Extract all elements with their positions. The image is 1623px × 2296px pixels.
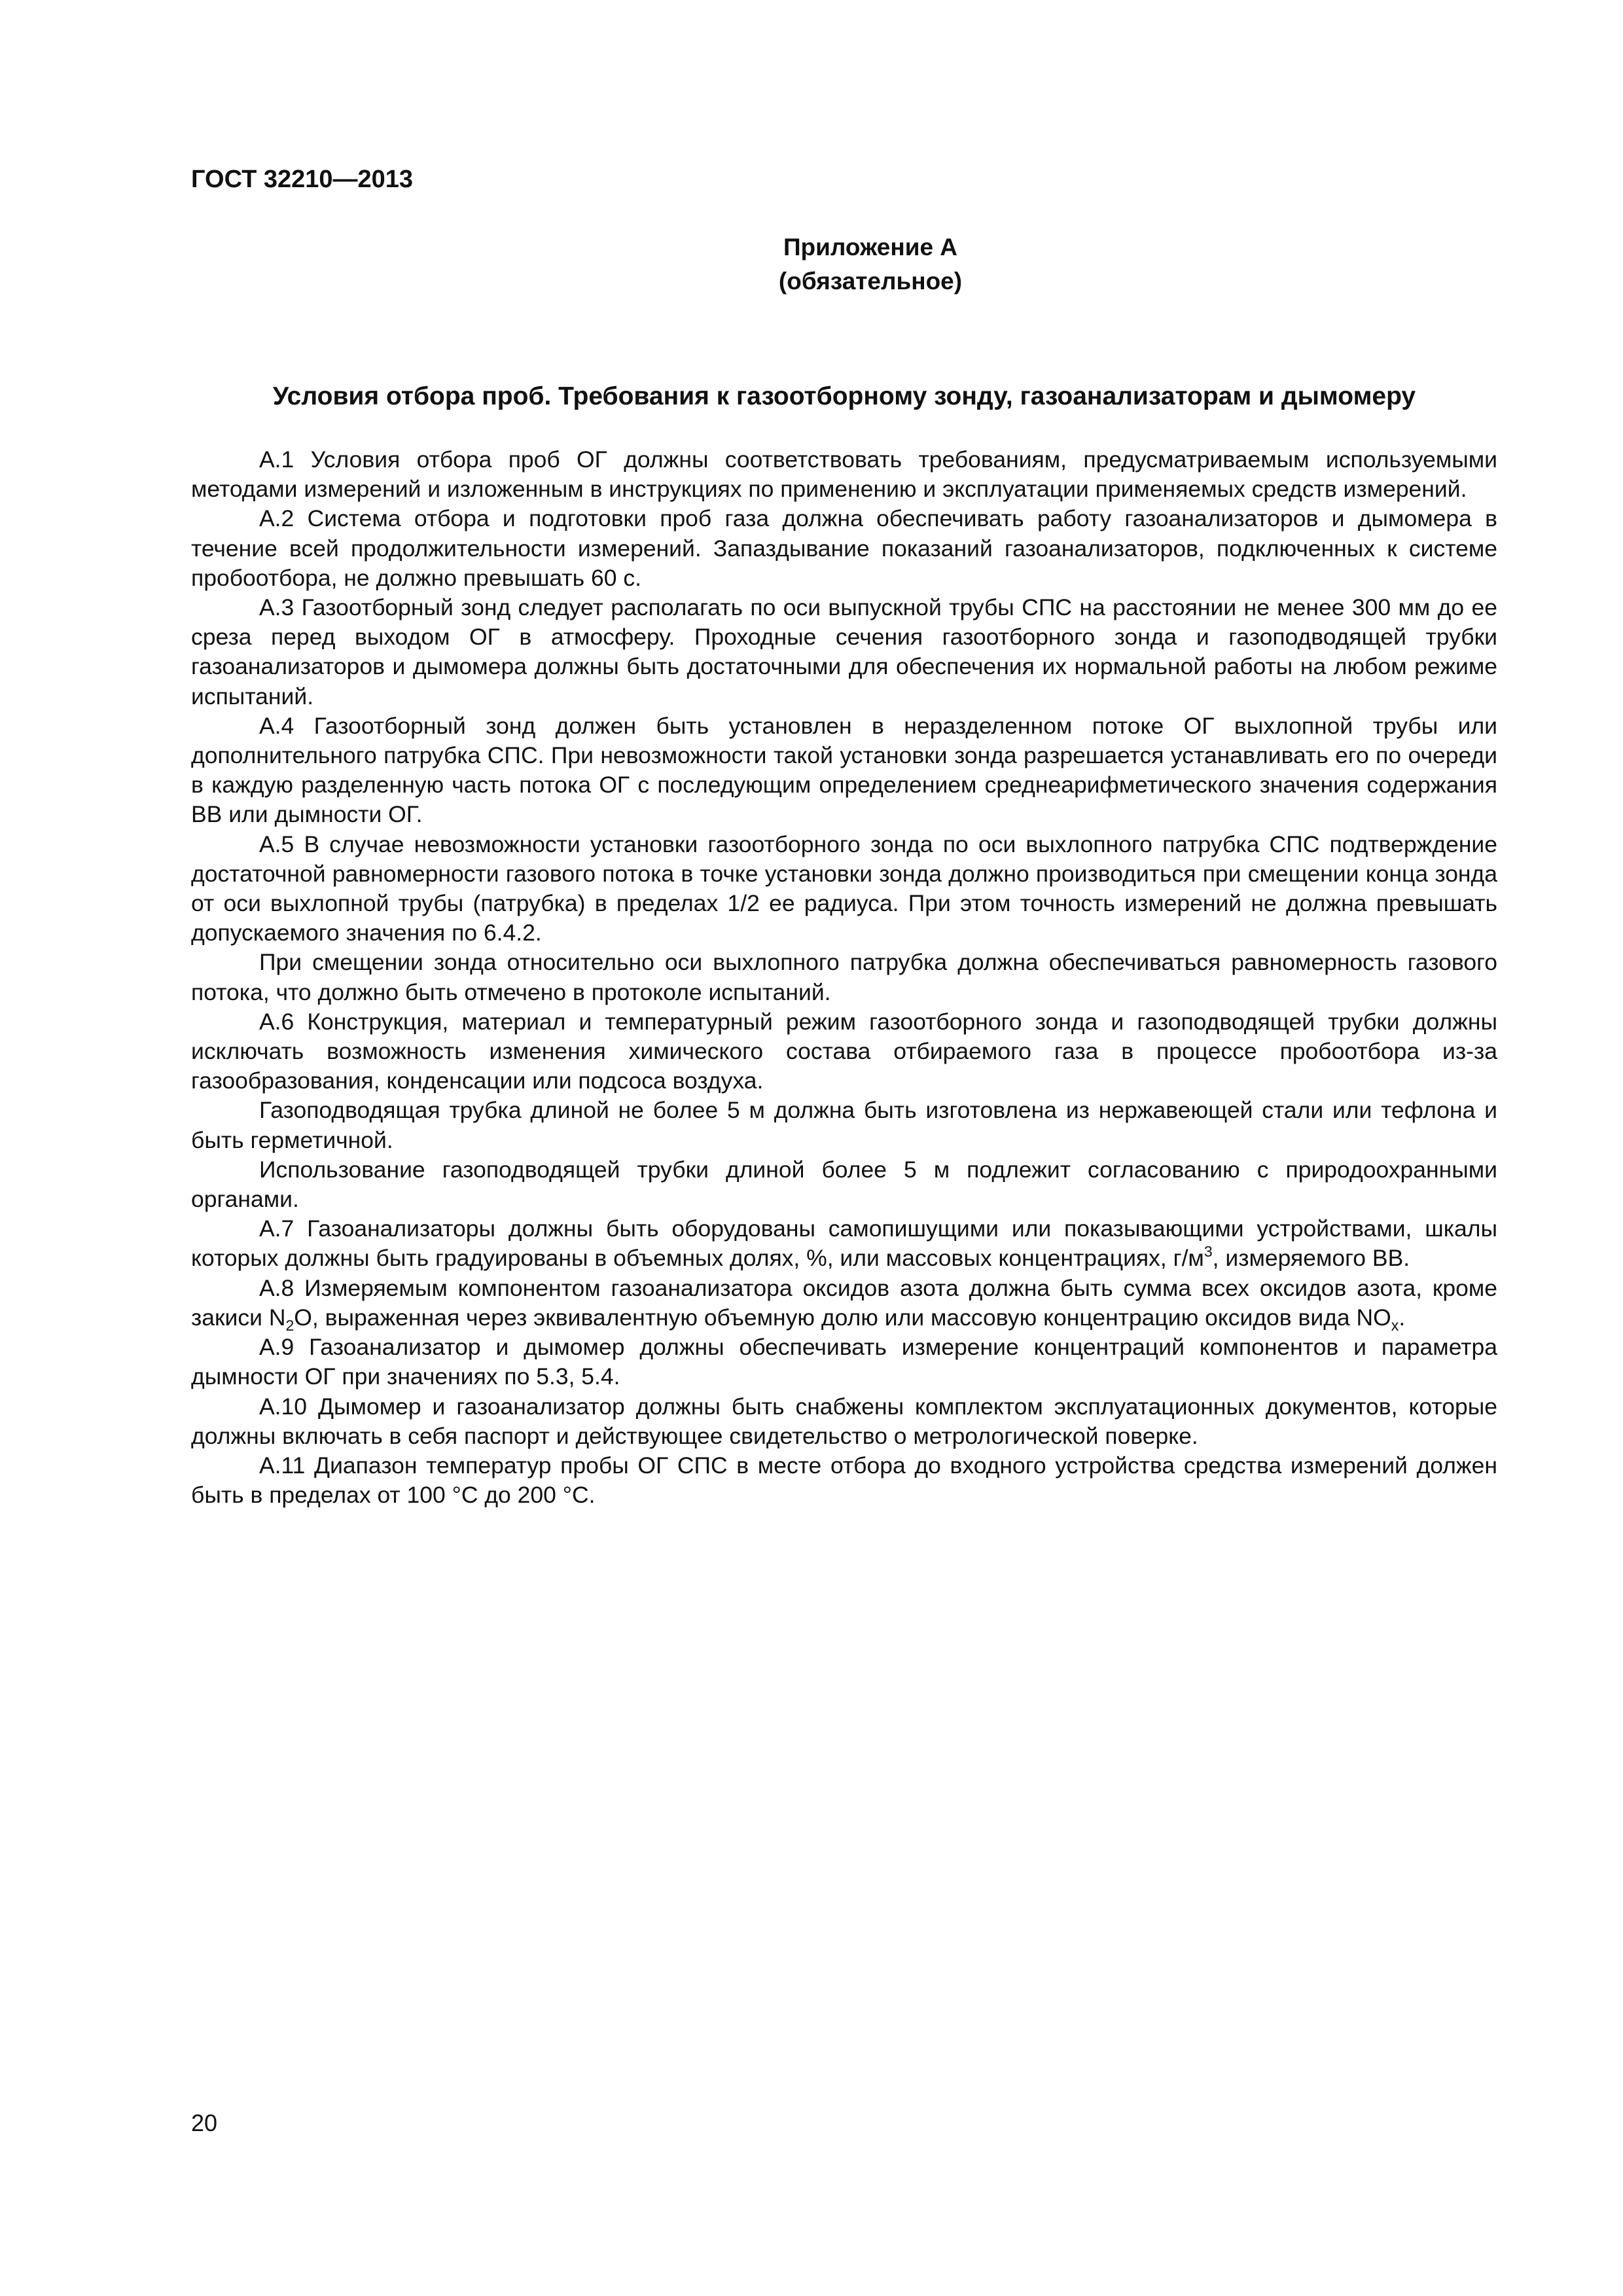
paragraph-a4: А.4 Газоотборный зонд должен быть установлен в неразделенном потоке ОГ выхлопной трубы или дополнительного патрубка СПС. При невозможности такой установки зонда разрешается устанавливать его по очереди в каждую разделенную часть потока ОГ с последующим определением среднеарифметического значения содержания ВВ или дымности ОГ. [191, 712, 1497, 828]
annex-body [191, 445, 1497, 1510]
annex-heading [674, 230, 1067, 298]
paragraph-a8-text: А.8 Измеряемым компонентом газоанализатора оксидов азота должна быть сумма всех оксидов азота, кроме закиси N [191, 1274, 1497, 1331]
cubic-superscript: 3 [1204, 1243, 1213, 1261]
paragraph-a3: А.3 Газоотборный зонд следует располагать по оси выпускной трубы СПС на расстоянии не менее 300 мм до ее среза перед выходом ОГ в атмосферу. Проходные сечения газоотборного зонда и газоподводящей трубки газоанализаторов и дымомера должны быть достаточными для обеспечения их нормальной работы на любом режиме испытаний. [191, 594, 1497, 709]
paragraph-a7-text: А.7 Газоанализаторы должны быть оборудованы самопишущими или показывающими устройствами, шкалы которых должны быть градуированы в объемных долях, %, или массовых концентрациях, г/м [191, 1215, 1497, 1272]
annex-status: (обязательное) [778, 268, 963, 295]
paragraph-a6-continuation-1: Газоподводящая трубка длиной не более 5 м должна быть изготовлена из нержавеющей стали или тефлона и быть герметичной. [191, 1097, 1497, 1153]
nox-subscript: x [1391, 1316, 1399, 1334]
paragraph-a1: А.1 Условия отбора проб ОГ должны соответствовать требованиям, предусматриваемым используемыми методами измерений и изложенным в инструкциях по применению и эксплуатации применяемых средств измерений. [191, 446, 1497, 503]
paragraph-a10: А.10 Дымомер и газоанализатор должны быть снабжены комплектом эксплуатационных документов, которые должны включать в себя паспорт и действующее свидетельство о метрологической поверке. [191, 1393, 1497, 1449]
paragraph-a9: А.9 Газоанализатор и дымомер должны обеспечивать измерение концентраций компонентов и параметра дымности ОГ при значениях по 5.3, 5.4. [191, 1334, 1497, 1390]
paragraph-a8-text-end: . [1399, 1304, 1406, 1331]
paragraph-a2: А.2 Система отбора и подготовки проб газа должна обеспечивать работу газоанализаторов и дымомера в течение всей продолжительности измерений. Запаздывание показаний газоанализаторов, подключенных к системе пробоотбора, не должно превышать 60 с. [191, 505, 1497, 591]
paragraph-a7-text-end: , измеряемого ВВ. [1212, 1245, 1410, 1272]
standard-header: ГОСТ 32210—2013 [191, 166, 414, 193]
paragraph-a7 [191, 1214, 1497, 1273]
paragraph-a5: А.5 В случае невозможности установки газоотборного зонда по оси выхлопного патрубка СПС подтверждение достаточной равномерности газового потока в точке установки зонда должно производиться при смещении конца зонда от оси выхлопной трубы (патрубка) в пределах 1/2 ее радиуса. При этом точность измерений не должна превышать допускаемого значения по 6.4.2. [191, 831, 1497, 946]
paragraph-a6-continuation-2: Использование газоподводящей трубки длиной более 5 м подлежит согласованию с природоохранными органами. [191, 1156, 1497, 1213]
n2o-subscript: 2 [285, 1316, 294, 1334]
paragraph-a8 [191, 1274, 1497, 1333]
paragraph-a6: А.6 Конструкция, материал и температурный режим газоотборного зонда и газоподводящей трубки должны исключать возможность изменения химического состава отбираемого газа в процессе пробоотбора из-за газообразования, конденсации или подсоса воздуха. [191, 1008, 1497, 1094]
paragraph-a11: А.11 Диапазон температур пробы ОГ СПС в месте отбора до входного устройства средства измерений должен быть в пределах от 100 °С до 200 °С. [191, 1452, 1497, 1509]
annex-title: Условия отбора проб. Требования к газоотборному зонду, газоанализаторам и дымомеру [272, 382, 1416, 410]
annex-label: Приложение А [783, 234, 958, 260]
paragraph-a8-text-mid: O, выраженная через эквивалентную объемную долю или массовую концентрацию оксидов вида NO [294, 1304, 1391, 1331]
paragraph-a5-continuation: При смещении зонда относительно оси выхлопного патрубка должна обеспечиваться равномерность газового потока, что должно быть отмечено в протоколе испытаний. [191, 949, 1497, 1005]
page-number: 20 [191, 2109, 218, 2136]
